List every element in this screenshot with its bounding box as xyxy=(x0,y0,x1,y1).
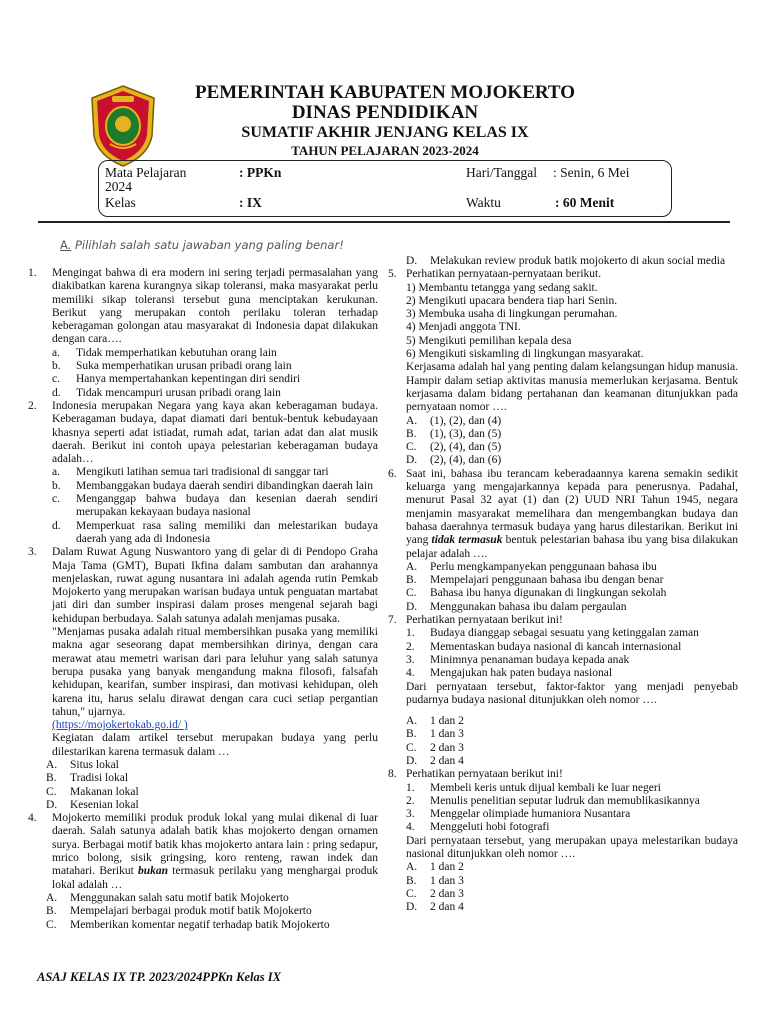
option[interactable]: a. Mengikuti latihan semua tari tradisional di sanggar tari xyxy=(52,466,329,479)
option[interactable]: D. 2 dan 4 xyxy=(406,901,464,914)
question-number: 4. xyxy=(28,812,37,825)
statement: 1. Budaya dianggap sebagai sesuatu yang ketinggalan zaman xyxy=(406,627,699,640)
option[interactable]: A. Perlu mengkampanyekan penggunaan bahasa ibu xyxy=(406,560,657,573)
statement: 3) Membuka usaha di lingkungan perumahan. xyxy=(406,308,618,321)
question-text: Saat ini, bahasa ibu terancam keberadaannya karena semakin sedikit keluarga yang mengajarkannya kepada para penerusnya. Padahal, menurut Pasal 32 ayat (1) dan (2) UUD NRI Tahun 1945, negara menjamin masyarakat memelihara dan mengembangkan budaya dan bahasa daerahnya termasuk budaya yang harus dilestarikan. Berikut ini yang tidak termasuk bentuk pelestarian bahasa ibu yang bisa dilakukan pelajar adalah …. xyxy=(406,467,739,560)
statement: 2) Mengikuti upacara bendera tiap hari Senin. xyxy=(406,294,618,307)
q3-options xyxy=(22,759,378,812)
option[interactable]: A. Situs lokal xyxy=(46,758,119,771)
option[interactable]: D. (2), (4), dan (6) xyxy=(406,454,502,467)
question-7 xyxy=(388,614,738,627)
statement: 1. Membeli keris untuk dijual kembali ke luar negeri xyxy=(406,781,661,794)
header-divider xyxy=(38,221,730,223)
option[interactable]: D. Kesenian lokal xyxy=(46,798,139,811)
option[interactable]: d. Memperkuat rasa saling memiliki dan melestarikan budaya daerah yang ada di Indonesia xyxy=(52,519,378,545)
question-6 xyxy=(388,468,738,561)
statement: 3. Menggelar olimpiade humaniora Nusantara xyxy=(406,808,631,821)
option[interactable]: C. Makanan lokal xyxy=(46,785,139,798)
option[interactable]: C. 2 dan 3 xyxy=(406,887,464,900)
q5-ask: Kerjasama adalah hal yang penting dalam kelangsungan hidup manusia. Hampir dalam setiap aktivitas manusia memerlukan kerjasama. Bentuk kerjasama dalam bidang pertahanan dan keamanan ditunjukkan pada pernyataan nomor …. xyxy=(406,361,738,414)
question-number: 3. xyxy=(28,546,37,559)
option[interactable]: B. 1 dan 3 xyxy=(406,728,464,741)
option[interactable]: B. (1), (3), dan (5) xyxy=(406,427,502,440)
subject-value: : PPKn xyxy=(239,165,282,180)
q8-ask: Dari pernyataan tersebut, yang merupakan upaya melestarikan budaya nasional ditunjukkan oleh nomor …. xyxy=(406,834,738,861)
option[interactable]: D. Menggunakan bahasa ibu dalam pergaulan xyxy=(406,600,627,613)
question-number: 8. xyxy=(388,768,397,781)
option[interactable]: B. Mempelajari penggunaan bahasa ibu dengan benar xyxy=(406,574,664,587)
option[interactable]: B. Mempelajari berbagai produk motif batik Mojokerto xyxy=(46,905,312,918)
class-value: : IX xyxy=(239,195,262,210)
option[interactable]: D. 2 dan 4 xyxy=(406,754,464,767)
statement: 3. Minimnya penanaman budaya kepada anak xyxy=(406,653,630,666)
q5-options xyxy=(388,415,738,468)
kabupaten-mojokerto-logo xyxy=(88,84,158,168)
q4-options-continued xyxy=(388,255,738,268)
question-text: Perhatikan pernyataan berikut ini! xyxy=(406,768,563,781)
day-date-value: : Senin, 6 Mei xyxy=(553,165,630,180)
option[interactable]: C. Bahasa ibu hanya digunakan di lingkungan sekolah xyxy=(406,587,667,600)
option[interactable]: b. Suka memperhatikan urusan pribadi orang lain xyxy=(52,360,292,373)
option[interactable]: c. Hanya mempertahankan kepentingan diri sendiri xyxy=(52,373,301,386)
right-column xyxy=(388,255,738,915)
question-3 xyxy=(28,546,378,626)
statement: 4) Menjadi anggota TNI. xyxy=(406,321,521,334)
day-date-label: Hari/Tanggal xyxy=(466,165,538,180)
q7-options xyxy=(388,715,738,768)
statement: 1) Membantu tetangga yang sedang sakit. xyxy=(406,281,598,294)
header-government: PEMERINTAH KABUPATEN MOJOKERTO xyxy=(194,82,576,103)
emphasis: bukan xyxy=(138,865,169,878)
statement: 2. Menulis penelitian seputar ludruk dan memublikasikannya xyxy=(406,794,700,807)
q8-statements xyxy=(388,782,738,835)
option[interactable]: a. Tidak memperhatikan kebutuhan orang lain xyxy=(52,346,277,359)
option[interactable]: c. Menganggap bahwa budaya dan kesenian daerah sendiri merupakan kekayaan budaya nasional xyxy=(52,493,378,519)
section-letter: A. xyxy=(60,238,72,252)
q3-ask: Kegiatan dalam artikel tersebut merupakan budaya yang perlu dilestarikan karena termasuk dalam … xyxy=(52,732,378,758)
instruction-text: Pilihlah salah satu jawaban yang paling benar! xyxy=(74,238,344,252)
question-5 xyxy=(388,268,738,281)
statement: 6) Mengikuti siskamling di lingkungan masyarakat. xyxy=(406,348,644,361)
header-school-year: TAHUN PELAJARAN 2023-2024 xyxy=(291,143,479,158)
question-8 xyxy=(388,768,738,781)
statement: 4. Mengajukan hak paten budaya nasional xyxy=(406,667,613,680)
exam-info-box xyxy=(98,160,672,217)
time-label: Waktu xyxy=(466,195,501,210)
question-text: Mojokerto memiliki produk produk lokal yang mulai dikenal di luar daerah. Salah satunya adalah batik khas mojokerto dengan ornamen surya. Berbagai motif batik khas mojokerto antara lain : pring sedapur, mrico bolong, sisik gringsing, koro renteng, rawan indek dan matahari. Berikut bukan termasuk perilaku yang menghargai produk lokal adalah … xyxy=(52,812,378,891)
header-exam-title: SUMATIF AKHIR JENJANG KELAS IX xyxy=(241,124,529,141)
section-instruction xyxy=(60,238,344,252)
q3-quote: "Menjamas pusaka adalah ritual membersihkan pusaka yang memiliki makna agar seseorang dapat membersihkan dirinya, dengan cara merawat atau memetri warisan dari para leluhur yang salah satunya berupa pusaka yang banyak mengandung makna filosofi, falsafah kehidupan, kearifan, sumber inspirasi, dan motivasi kehidupan, oleh karena itu, harus selalu dirawat dengan cara cuci setiap pergantian tahun," ujarnya. xyxy=(52,626,378,718)
option[interactable]: d. Tidak mencampuri urusan pribadi orang lain xyxy=(52,386,281,399)
question-number: 2. xyxy=(28,399,37,412)
q2-options xyxy=(28,466,378,546)
source-link[interactable]: (https://mojokertokab.go.id/ ) xyxy=(52,719,188,732)
q7-ask: Dari pernyataan tersebut, faktor-faktor yang menjadi penyebab pudarnya budaya nasional ditunjukkan oleh nomor …. xyxy=(406,680,738,706)
statement: 4. Menggeluti hobi fotografi xyxy=(406,821,550,834)
option[interactable]: A. 1 dan 2 xyxy=(406,861,464,874)
question-number: 7. xyxy=(388,614,397,627)
question-1 xyxy=(28,267,378,347)
option[interactable]: C. (2), (4), dan (5) xyxy=(406,441,502,454)
option[interactable]: C. Memberikan komentar negatif terhadap batik Mojokerto xyxy=(46,918,330,931)
option[interactable]: D. Melakukan review produk batik mojokerto di akun social media xyxy=(406,255,726,267)
class-label: Kelas xyxy=(105,195,136,210)
subject-label: Mata Pelajaran xyxy=(105,165,187,180)
question-number: 5. xyxy=(388,268,397,281)
question-text: Perhatikan pernyataan-pernyataan berikut. xyxy=(406,268,602,281)
option[interactable]: B. 1 dan 3 xyxy=(406,874,464,887)
emphasis: tidak termasuk xyxy=(431,534,503,547)
option[interactable]: A. 1 dan 2 xyxy=(406,715,464,728)
question-text: Indonesia merupakan Negara yang kaya akan keberagaman budaya. Keberagaman budaya, dapat diamati dari bentuk-bentuk kebudayaan khasnya seperti adat istiadat, rumah adat, tarian adat dan alat musik daerah. Berikut ini contoh upaya pelestarian keberagaman budaya adalah… xyxy=(52,399,378,466)
left-column xyxy=(28,267,378,932)
option[interactable]: A. Menggunakan salah satu motif batik Mojokerto xyxy=(46,891,289,904)
header-department: DINAS PENDIDIKAN xyxy=(291,102,479,123)
question-text: Perhatikan pernyataan berikut ini! xyxy=(406,614,563,627)
q6-options xyxy=(388,561,738,614)
question-4 xyxy=(28,812,378,892)
q1-options xyxy=(28,347,378,400)
statement: 2. Mementaskan budaya nasional di kancah internasional xyxy=(406,640,682,653)
question-text: Mengingat bahwa di era modern ini sering terjadi permasalahan yang diakibatkan karena kurangnya sikap toleransi, maka masyarakat perlu memiliki sikap toleransi tersebut guna menciptakan kerukunan. Berikut yang merupakan contoh perilaku toleran terhadap keberagaman golongan atau masyarakat di Indonesia dapat dilakukan dengan cara…. xyxy=(52,267,378,346)
option[interactable]: C. 2 dan 3 xyxy=(406,741,464,754)
option[interactable]: B. Tradisi lokal xyxy=(46,772,129,785)
time-value: : 60 Menit xyxy=(555,195,615,210)
page-footer: ASAJ KELAS IX TP. 2023/2024PPKn Kelas IX xyxy=(37,970,281,984)
statement: 5) Mengikuti pemilihan kepala desa xyxy=(406,334,572,347)
question-2 xyxy=(28,400,378,466)
year-wrap: 2024 xyxy=(105,179,132,194)
option[interactable]: A. (1), (2), dan (4) xyxy=(406,414,502,427)
option[interactable]: b. Membanggakan budaya daerah sendiri dibandingkan daerah lain xyxy=(52,479,373,492)
q8-options xyxy=(388,861,738,914)
q4-options xyxy=(22,892,378,932)
question-text: Dalam Ruwat Agung Nuswantoro yang di gelar di di Pendopo Graha Maja Tama (GMT), Bupati Ikfina dalam sambutan dan arahannya menjelaskan, ruwat agung nusantara ini adalah agenda rutin Pemkab Mojokerto yang merupakan warisan budaya untuk penguatan martabat jati diri dan sumber inspirasi dalam proses mengenal sejarah bagi kehidupan berbudaya. Salah satunya adalah menjamas pusaka. xyxy=(52,546,378,625)
question-number: 6. xyxy=(388,467,397,480)
q7-statements xyxy=(388,627,738,680)
question-number: 1. xyxy=(28,267,37,279)
